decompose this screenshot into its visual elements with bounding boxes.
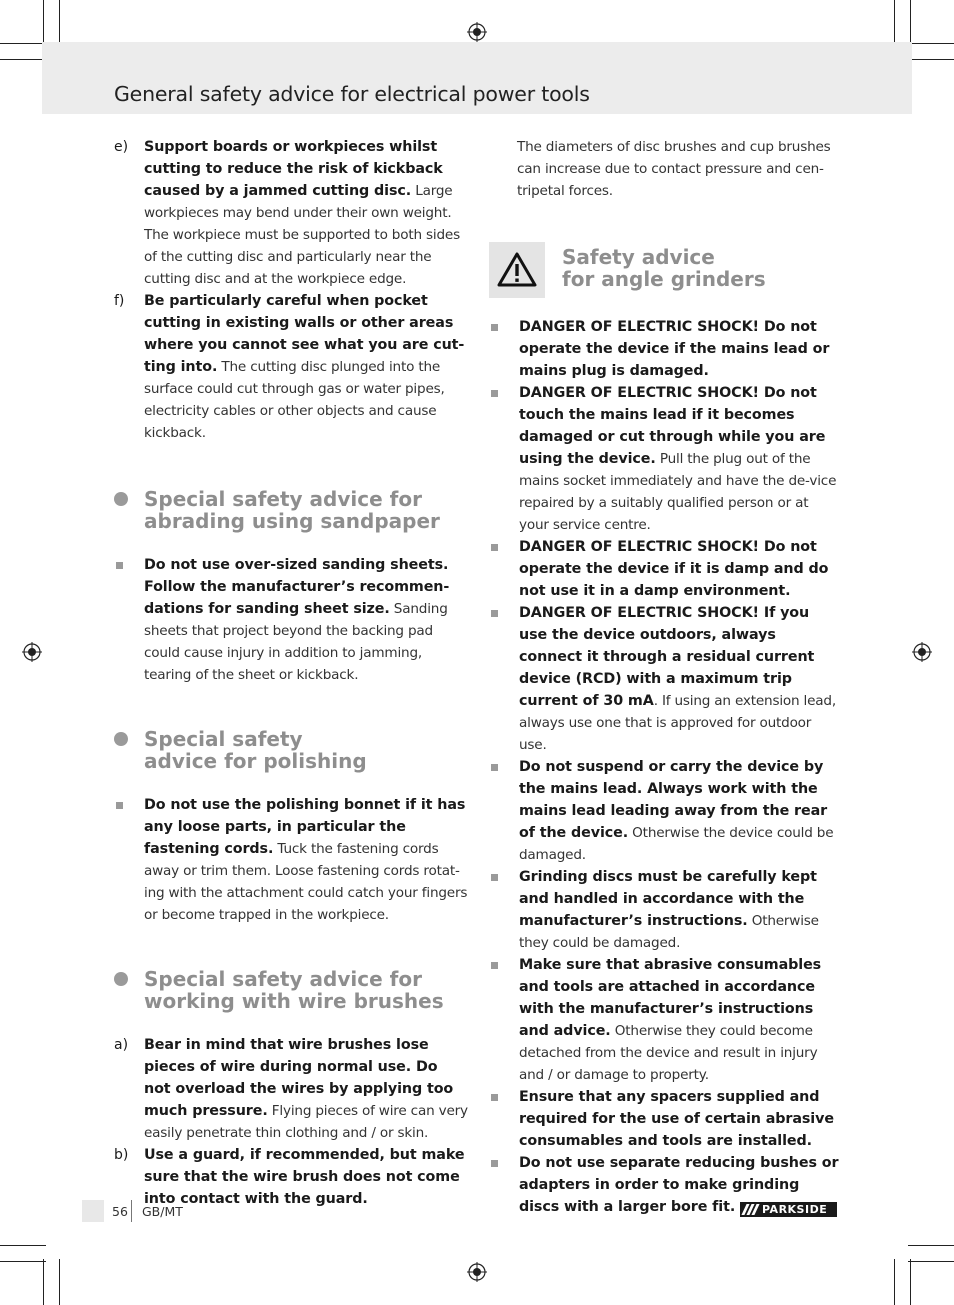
item-bold-text: Do not use separate reducing bushes or adapters in order to make grinding discs with a larger bore fit.: [519, 1155, 839, 1215]
item-bold-text: DANGER OF ELECTRIC SHOCK! If you use the device outdoors, always connect it through a residual current device (RCD) with a maximum trip current of 30 mA: [519, 605, 815, 709]
item-bold-text: Be particularly careful when pocket cutting in existing walls or other areas where you cannot see what you are cut-ting into.: [144, 293, 465, 375]
item-bold-text: Support boards or workpieces whilst cutting to reduce the risk of kickback caused by a jammed cutting disc.: [144, 139, 443, 199]
list-item-b: [114, 1144, 468, 1210]
item-bold-text: Grinding discs must be carefully kept and handled in accordance with the manufacturer’s instructions.: [519, 869, 817, 929]
bullet-dot-icon: [114, 492, 128, 506]
list-item: [489, 536, 841, 602]
square-bullet-icon: [491, 1160, 498, 1167]
section-title-polishing: [114, 728, 468, 772]
crop-mark: [894, 0, 895, 46]
item-normal-text: Flying pieces of wire can very easily penetrate thin clothing and / or skin.: [144, 1103, 468, 1141]
item-bold-text: Do not suspend or carry the device by the mains lead. Always work with the mains lead leading away from the rear of the device.: [519, 759, 828, 841]
crop-mark: [59, 1259, 60, 1305]
section-title-line: abrading using sandpaper: [144, 509, 440, 533]
crop-mark: [910, 0, 911, 46]
bullet-dot-icon: [114, 972, 128, 986]
list-item: [489, 866, 841, 954]
square-bullet-icon: [491, 324, 498, 331]
section-title-wire-brushes: [114, 968, 468, 1012]
list-item: [489, 382, 841, 536]
warning-icon-box: [489, 242, 545, 298]
list-item: [489, 1086, 841, 1152]
crop-mark: [43, 0, 44, 46]
bullet-dot-icon: [114, 732, 128, 746]
warning-heading: [489, 242, 841, 300]
crop-mark: [0, 1261, 46, 1262]
list-item-a: [114, 1034, 468, 1144]
section-title-line: Special safety advice for: [144, 967, 422, 991]
registration-mark-icon: [467, 1262, 487, 1282]
safety-list: [489, 316, 841, 1218]
square-bullet-icon: [491, 1094, 498, 1101]
list-item: [489, 316, 841, 382]
list-item: [114, 794, 468, 926]
crop-mark: [0, 1245, 46, 1246]
item-bold-text: Make sure that abrasive consumables and tools are attached in accordance with the manufacturer’s instructions and advice.: [519, 957, 822, 1039]
item-bold-text: Do not use over-sized sanding sheets. Follow the manufacturer’s recommen-dations for sanding sheet size.: [144, 557, 450, 617]
warning-title-line: Safety advice: [562, 245, 715, 269]
brand-name: PARKSIDE: [762, 1203, 828, 1216]
item-normal-text: Otherwise they could become detached from the device and result in injury and / or damage to property.: [519, 1023, 818, 1083]
item-bold-text: Ensure that any spacers supplied and required for the use of certain abrasive consumables and tools are installed.: [519, 1089, 834, 1149]
item-bold-text: DANGER OF ELECTRIC SHOCK! Do not operate the device if the mains lead or mains plug is damaged.: [519, 319, 830, 379]
section-title-line: Special safety advice for: [144, 487, 422, 511]
footer-divider: [131, 1200, 132, 1222]
item-bold-text: DANGER OF ELECTRIC SHOCK! Do not touch the mains lead if it becomes damaged or cut through while you are using the device.: [519, 385, 826, 467]
square-bullet-icon: [491, 874, 498, 881]
square-bullet-icon: [491, 390, 498, 397]
warning-title-line: for angle grinders: [562, 267, 766, 291]
locale-code: GB/MT: [142, 1204, 183, 1219]
warning-title: [562, 246, 766, 290]
square-bullet-icon: [491, 610, 498, 617]
square-bullet-icon: [491, 962, 498, 969]
section-title-sandpaper: [114, 488, 468, 532]
item-normal-text: Pull the plug out of the mains socket immediately and have the de-vice repaired by a suitably qualified person or at your service centre.: [519, 451, 837, 533]
crop-mark: [0, 59, 46, 60]
brand-logo: [740, 1202, 837, 1217]
page-number: 56: [112, 1204, 128, 1219]
item-normal-text: Tuck the fastening cords away or trim them. Loose fastening cords rotat-ing with the attachment could catch your fingers or become trapped in the workpiece.: [144, 841, 468, 923]
item-normal-text: Sanding sheets that project beyond the backing pad could cause injury in addition to jamming, tearing of the sheet or kickback.: [144, 601, 448, 683]
crop-mark: [59, 0, 60, 46]
crop-mark: [908, 43, 954, 44]
item-marker: a): [114, 1037, 129, 1053]
list-item: [114, 554, 468, 686]
list-item: [489, 756, 841, 866]
list-item: [489, 954, 841, 1086]
item-normal-text: Otherwise they could be damaged.: [519, 913, 819, 951]
warning-triangle-icon: [489, 242, 545, 298]
list-item: [489, 602, 841, 756]
item-bold-text: Use a guard, if recommended, but make sure that the wire brush does not come into contact with the guard.: [144, 1147, 465, 1207]
list-item-f: [114, 290, 468, 444]
registration-mark-icon: [912, 642, 932, 662]
item-normal-text: Large workpieces may bend under their own weight. The workpiece must be supported to both sides of the cutting disc and particularly near the cutting disc and at the workpiece edge.: [144, 183, 460, 287]
item-normal-text: Otherwise the device could be damaged.: [519, 825, 834, 863]
item-normal-text: The cutting disc plunged into the surface could cut through gas or water pipes, electricity cables or other objects and cause kickback.: [144, 359, 445, 441]
item-bold-text: DANGER OF ELECTRIC SHOCK! Do not operate the device if it is damp and do not use it in a damp environment.: [519, 539, 829, 599]
section-title-line: working with wire brushes: [144, 989, 444, 1013]
item-marker: b): [114, 1147, 129, 1163]
square-bullet-icon: [491, 764, 498, 771]
crop-mark: [910, 1259, 911, 1305]
item-normal-text: . If using an extension lead, always use one that is approved for outdoor use.: [519, 693, 836, 753]
item-bold-text: Do not use the polishing bonnet if it has any loose parts, in particular the fastening cords.: [144, 797, 466, 857]
crop-mark: [908, 59, 954, 60]
intro-paragraph: The diameters of disc brushes and cup brushes can increase due to contact pressure and cen-tripetal forces.: [517, 139, 831, 199]
crop-mark: [43, 1259, 44, 1305]
footer-square: [82, 1200, 104, 1222]
crop-mark: [908, 1261, 954, 1262]
square-bullet-icon: [116, 802, 123, 809]
item-bold-text: Bear in mind that wire brushes lose pieces of wire during normal use. Do not overload the wires by applying too much pressure.: [144, 1037, 454, 1119]
square-bullet-icon: [491, 544, 498, 551]
item-marker: f): [114, 293, 125, 309]
list-item-e: [114, 136, 468, 290]
registration-mark-icon: [467, 22, 487, 42]
section-title-line: advice for polishing: [144, 749, 367, 773]
left-column: [114, 136, 468, 1210]
registration-mark-icon: [22, 642, 42, 662]
square-bullet-icon: [116, 562, 123, 569]
crop-mark: [0, 43, 46, 44]
item-marker: e): [114, 139, 129, 155]
crop-mark: [908, 1245, 954, 1246]
crop-mark: [894, 1259, 895, 1305]
section-title-line: Special safety: [144, 727, 303, 751]
right-column: [489, 136, 841, 1218]
page-title: General safety advice for electrical power tools: [114, 82, 590, 106]
